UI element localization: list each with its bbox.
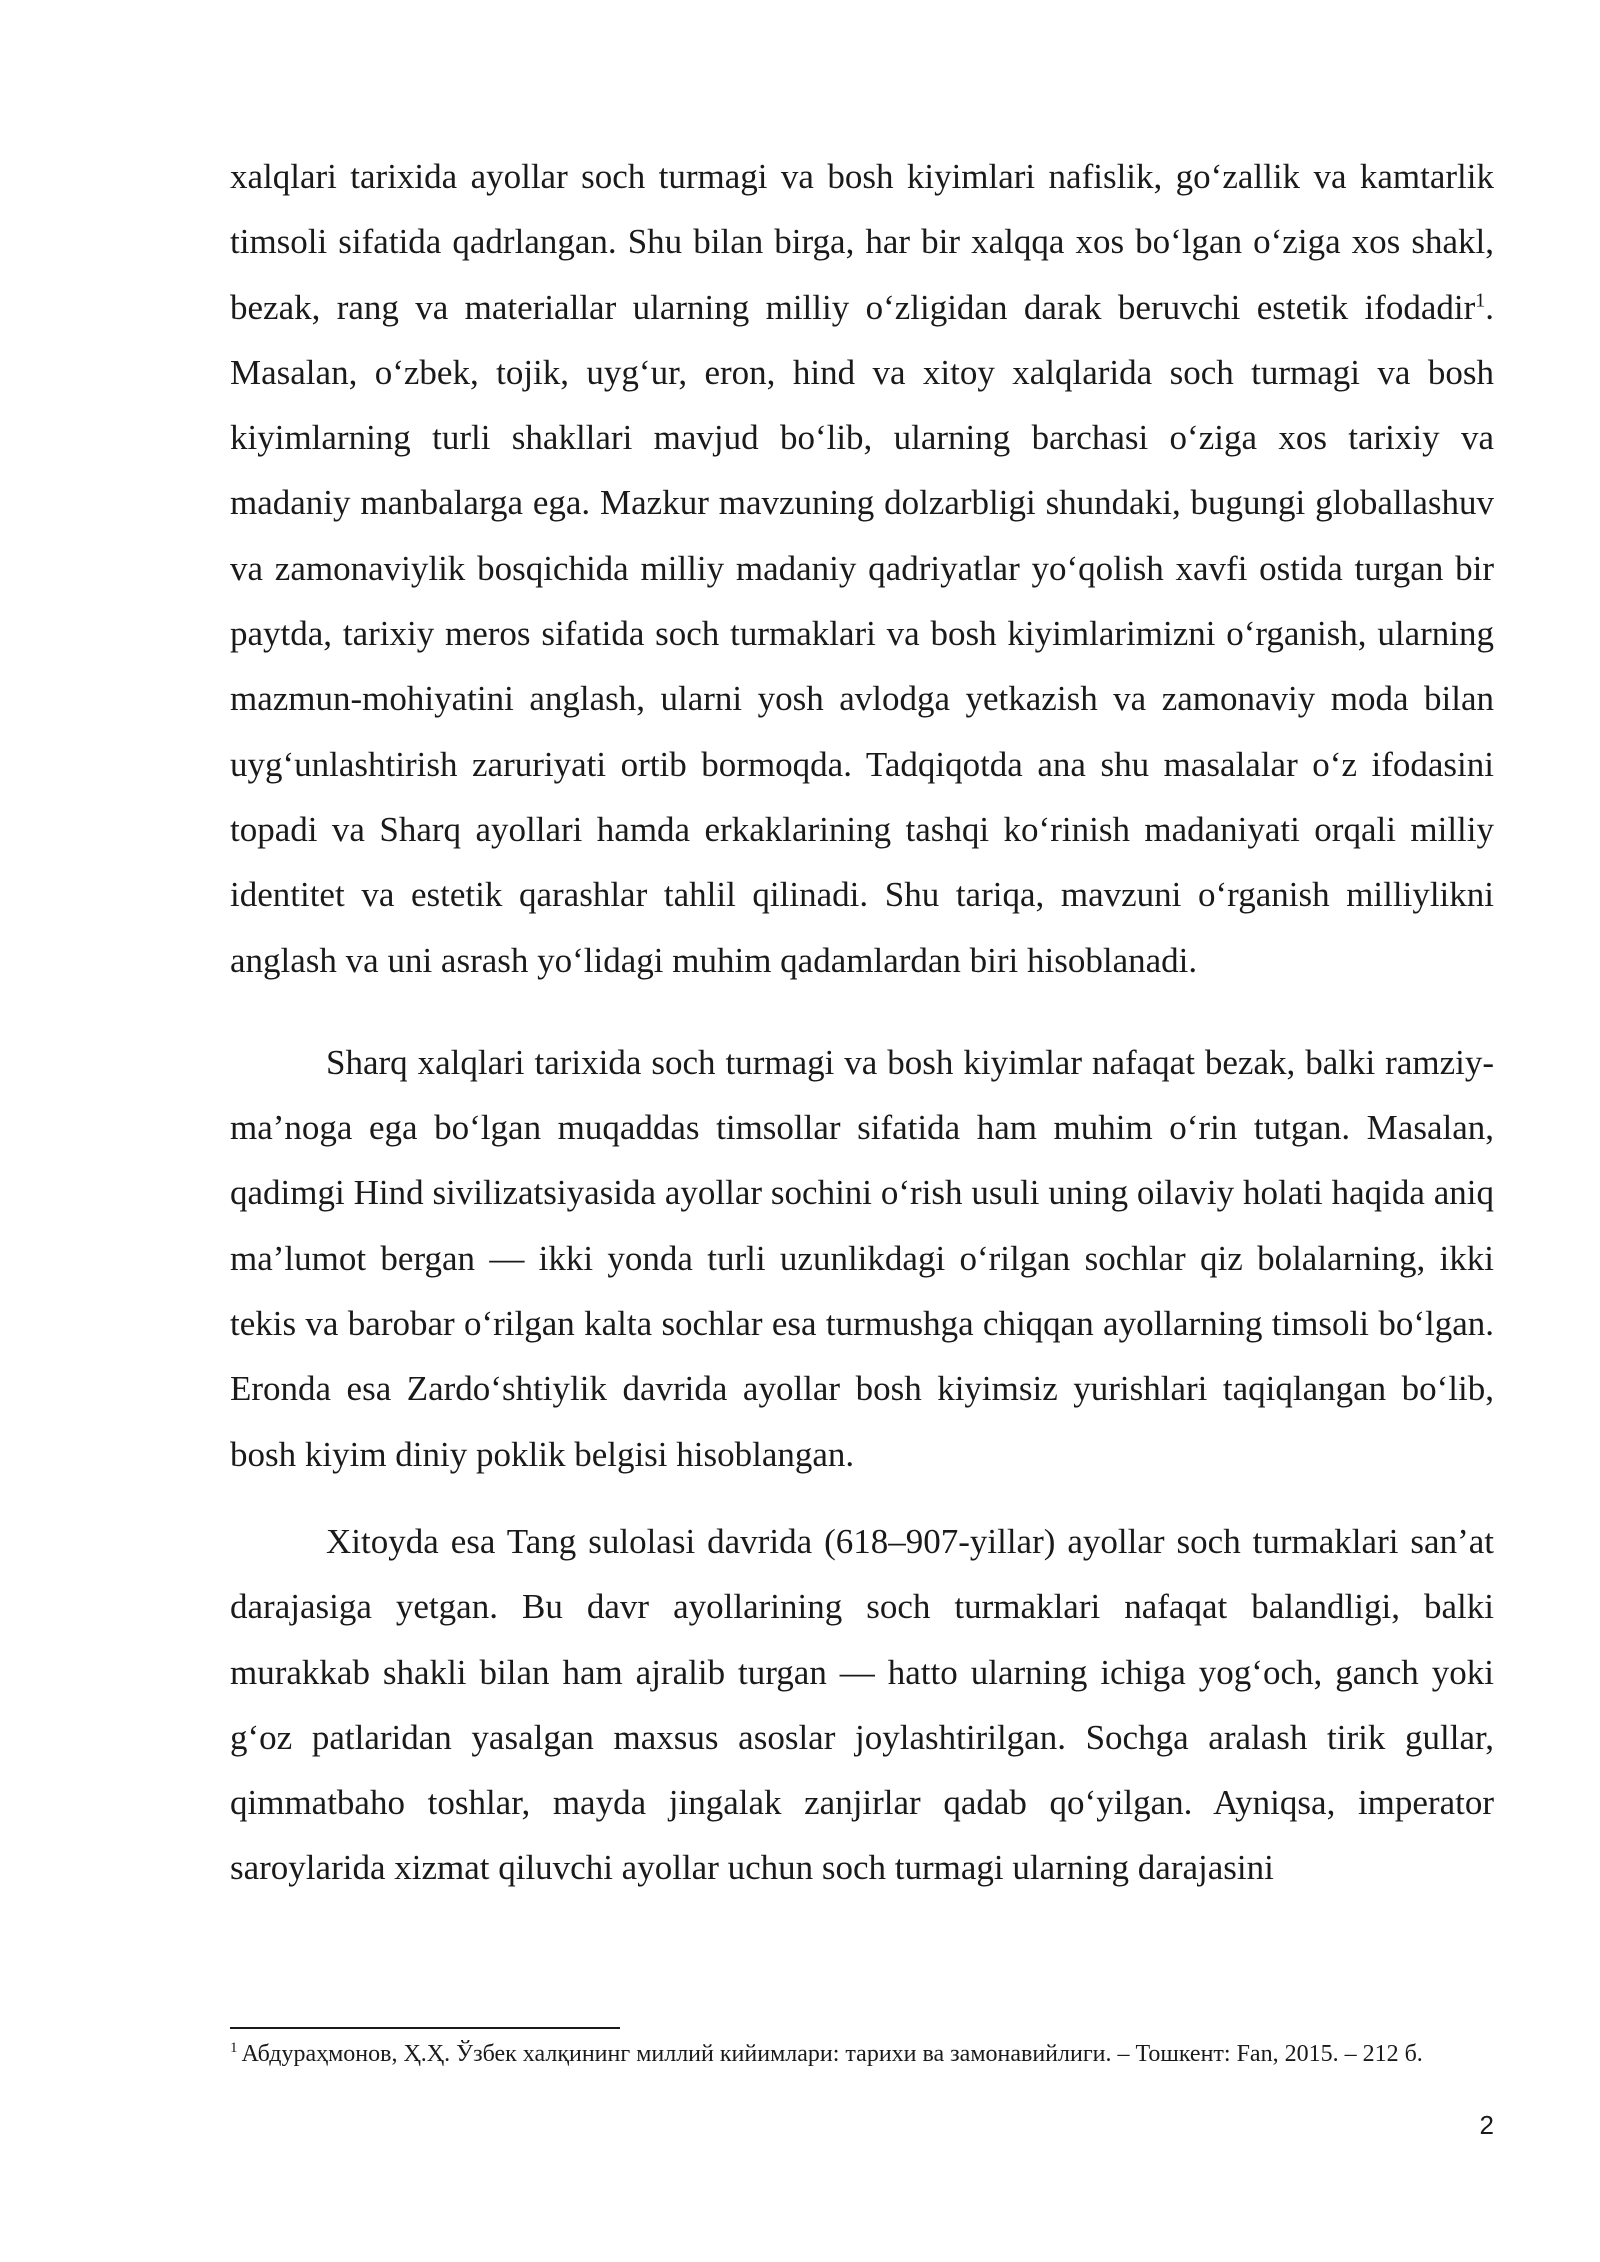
- page-number: 2: [1479, 2110, 1494, 2140]
- footnote-number: 1: [230, 2040, 238, 2056]
- paragraph-3: Xitoyda esa Tang sulolasi davrida (618–907-yillar) ayollar soch turmaklari san’at darajasiga yetgan. Bu davr ayollarining soch turmaklari nafaqat balandligi, balki murakkab shakli bilan ham ajralib turgan — hatto ularning ichiga yog‘och, ganch yoki g‘oz patlaridan yasalgan maxsus asoslar joylashtirilgan. Sochga aralash tirik gullar, qimmatbaho toshlar, mayda jingalak zanjirlar qadab qo‘yilgan. Ayniqsa, imperator saroylarida xizmat qiluvchi ayollar uchun soch turmagi ularning darajasini: [230, 1521, 1494, 1888]
- footnote-separator: [230, 2027, 620, 2029]
- footnote: [230, 2038, 1494, 2071]
- paragraph-1-text-end: . Masalan, o‘zbek, tojik, uyg‘ur, eron, hind va xitoy xalqlarida soch turmagi va bosh kiyimlarning turli shakllari mavjud bo‘lib, ularning barchasi o‘ziga xos tarixiy va madaniy manbalarga ega. Mazkur mavzuning dolzarbligi shundaki, bugungi globallashuv va zamonaviylik bosqichida milliy madaniy qadriyatlar yo‘qolish xavfi ostida turgan bir paytda, tarixiy meros sifatida soch turmaklari va bosh kiyimlarimizni o‘rganish, ularning mazmun-mohiyatini anglash, ularni yosh avlodga yetkazish va zamonaviy moda bilan uyg‘unlashtirish zaruriyati ortib bormoqda. Tadqiqotda ana shu masalalar o‘z ifodasini topadi va Sharq ayollari hamda erkaklarining tashqi ko‘rinish madaniyati orqali milliy identitet va estetik qarashlar tahlil qilinadi. Shu tariqa, mavzuni o‘rganish milliylikni anglash va uni asrash yo‘lidagi muhim qadamlardan biri hisoblanadi.: [230, 287, 1494, 980]
- paragraph-1-text-start: xalqlari tarixida ayollar soch turmagi va bosh kiyimlari nafislik, go‘zallik va kamtarlik timsoli sifatida qadrlangan. Shu bilan birga, har bir xalqqa xos bo‘lgan o‘ziga xos shakl, bezak, rang va materiallar ularning milliy o‘zligidan darak beruvchi estetik ifodadir: [230, 157, 1494, 327]
- paragraph-2: Sharq xalqlari tarixida soch turmagi va bosh kiyimlar nafaqat bezak, balki ramziy-ma’noga ega bo‘lgan muqaddas timsollar sifatida ham muhim o‘rin tutgan. Masalan, qadimgi Hind sivilizatsiyasida ayollar sochini o‘rish usuli uning oilaviy holati haqida aniq ma’lumot bergan — ikki yonda turli uzunlikdagi o‘rilgan sochlar qiz bolalarning, ikki tekis va barobar o‘rilgan kalta sochlar esa turmushga chiqqan ayollarning timsoli bo‘lgan. Eronda esa Zardo‘shtiylik davrida ayollar bosh kiyimsiz yurishlari taqiqlangan bo‘lib, bosh kiyim diniy poklik belgisi hisoblangan.: [230, 1042, 1494, 1474]
- footnote-reference[interactable]: 1: [1475, 288, 1486, 311]
- footnote-text: Абдураҳмонов, Ҳ.Ҳ. Ўзбек халқининг миллий кийимлари: тарихи ва замонавийлиги. – Тошкент: Fan, 2015. – 212 б.: [241, 2041, 1423, 2067]
- body-text: [230, 144, 1494, 1901]
- paragraph-1: [230, 144, 1494, 993]
